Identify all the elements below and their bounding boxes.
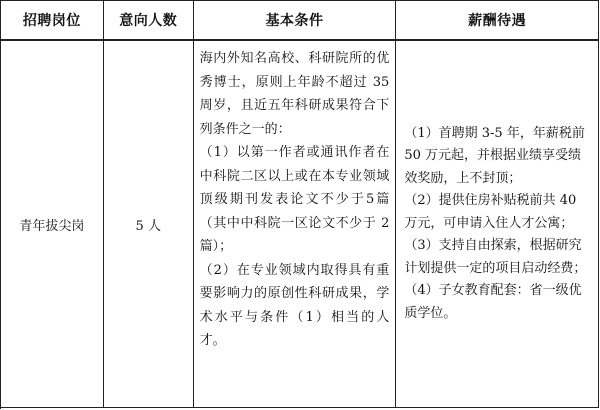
header-salary: 薪酬待遇 — [396, 1, 599, 39]
header-count: 意向人数 — [104, 1, 194, 39]
condition-item-2: （2）在专业领域内取得具有重要影响力的原创性科研成果，学术水平与条件（1）相当的人才。 — [199, 262, 390, 348]
header-position: 招聘岗位 — [1, 1, 104, 39]
cell-count: 5 人 — [104, 41, 194, 408]
header-conditions: 基本条件 — [194, 1, 397, 39]
salary-item-4: （4）子女教育配套：省一级优质学位。 — [404, 283, 582, 321]
cell-conditions — [194, 41, 397, 408]
salary-item-1: （1）首聘期 3-5 年，年薪税前 50 万元起，并根据业绩享受绩效奖励，上不封顶； — [404, 125, 585, 186]
cell-position: 青年拔尖岗 — [1, 41, 104, 408]
salary-item-2: （2）提供住房补贴税前共 40 万元，可申请入住人才公寓； — [404, 193, 577, 231]
table-header-row — [1, 1, 599, 41]
cell-salary — [396, 41, 599, 408]
condition-item-1: （1）以第一作者或通讯作者在中科院二区以上或在本专业领域顶级期刊发表论文不少于5篇（其中中科院一区论文不少于 2 篇）； — [199, 145, 390, 254]
salary-item-3: （3）支持自由探索，根据研究计划提供一定的项目启动经费； — [404, 238, 587, 276]
condition-intro: 海内外知名高校、科研院所的优秀博士，原则上年龄不超过 35 周岁，且近五年科研成果符合下列条件之一的： — [199, 51, 390, 137]
salary-list — [404, 123, 592, 326]
table-row — [1, 41, 599, 408]
